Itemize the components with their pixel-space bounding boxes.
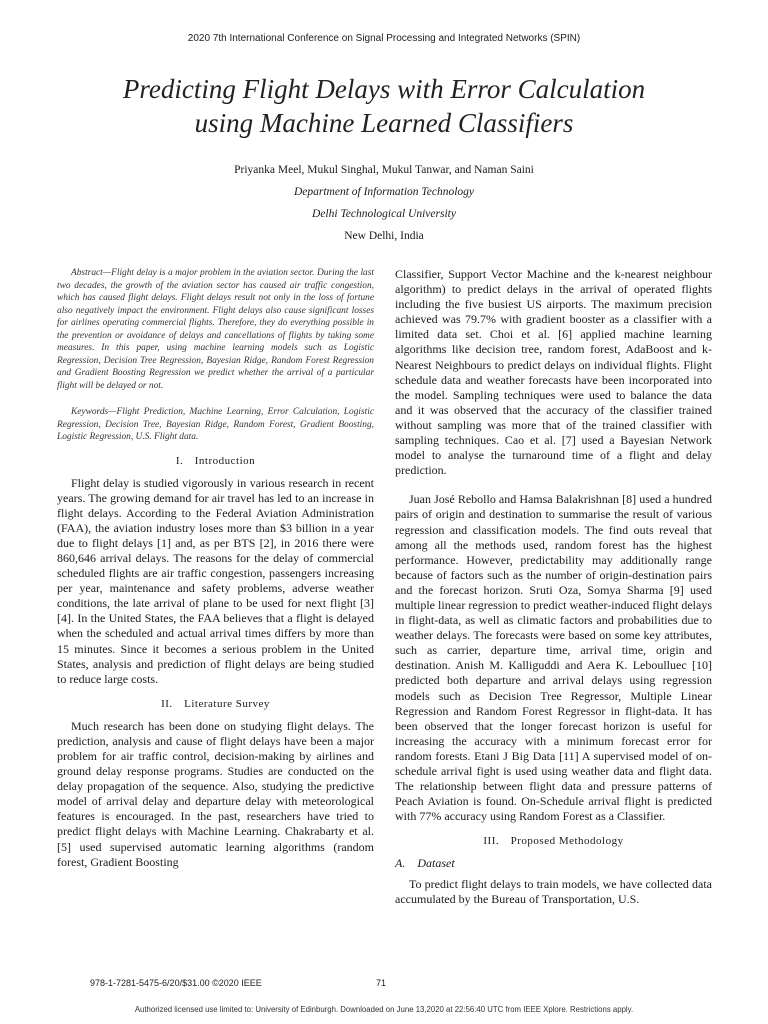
subsection-title: Dataset xyxy=(417,856,455,871)
keywords xyxy=(57,406,374,444)
subsection-number: A. xyxy=(395,856,406,871)
author-names: Priyanka Meel, Mukul Singhal, Mukul Tanwar, and Naman Saini xyxy=(234,164,534,176)
section-heading-proposed-methodology: III. Proposed Methodology xyxy=(483,835,624,848)
department: Department of Information Technology xyxy=(293,186,475,198)
dataset-paragraph: To predict flight delays to train models, we have collected data accumulated by the Bureau of Transportation, U.S. xyxy=(395,877,712,907)
paper-title-line-2: using Machine Learned Classifiers xyxy=(194,108,574,138)
university: Delhi Technological University xyxy=(312,208,456,220)
author-block xyxy=(0,159,768,247)
license-notice: Authorized licensed use limited to: University of Edinburgh. Downloaded on June 13,2020 at 22:56:40 UTC from IEEE Xplore. Restrictions apply. xyxy=(134,1005,634,1014)
keywords-text: Flight Prediction, Machine Learning, Error Calculation, Logistic Regression, Decision Tree, Bayesian Ridge, Random Forest, Gradient Boosting, Logistic Regression, U.S. Flight data. xyxy=(57,407,374,442)
literature-paragraph-1: Much research has been done on studying flight delays. The prediction, analysis and cause of flight delays have been a major problem for air traffic control, decision-making by airlines and ground delay response programs. Studies are conducted on the delay propagation of the sequence. Also, studying the predictive model of arrival delay and departure delay with meteorological features is encouraged. In the past, researchers have tried to predict flight delays with Machine Learning. Chakrabarty et al. [5] used supervised automatic learning algorithms (random forest, Gradient Boosting xyxy=(57,718,374,869)
left-column xyxy=(57,267,374,870)
section-heading-introduction: I. Introduction xyxy=(175,454,256,467)
abstract-text: Flight delay is a major problem in the aviation sector. During the last two decades, the growth of the aviation sector has caused air traffic congestion, which has caused flight delays. Flight delays result not only in the loss of fortune also negatively impact the environment. Flight delays also cause significant losses for airlines operating commercial flights. Therefore, they do everything possible in the prevention or avoidance of delays and cancellations of flights by taking some measures. In this paper, using machine learning models such as Logistic Regression, Decision Tree Regression, Bayesian Ridge, Random Forest Regression and Gradient Boosting Regression we predict whether the arrival of a particular flight will be delayed or not. xyxy=(57,268,374,391)
introduction-paragraph: Flight delay is studied vigorously in various research in recent years. The growing demand for air travel has led to an increase in flight delays. According to the Federal Aviation Administration (FAA), the aviation industry loses more than $3 billion in a year due to flight delays [1] and, as per BTS [2], in 2016 there were 860,646 arrival delays. The reasons for the delay of commercial scheduled flights are air traffic congestion, passengers increasing per year, maintenance and safety problems, adverse weather conditions, the late arrival of plane to be used for next flight [3] [4]. In the United States, the FAA believes that a flight is delayed when the scheduled and actual arrival times differs by more than 15 minutes. Since it becomes a serious problem in the United States, analysis and prediction of flight delays are being studied to reduce large costs. xyxy=(57,475,374,686)
footer-copyright: 978-1-7281-5475-6/20/$31.00 ©2020 IEEE xyxy=(90,978,262,988)
keywords-label: Keywords— xyxy=(71,407,117,417)
paper-title xyxy=(40,72,728,140)
literature-paragraph-2: Juan José Rebollo and Hamsa Balakrishnan [8] used a hundred pairs of origin and destination to summarise the result of various regression and classification models. The find outs reveal that among all the methods used, random forest has the highest performance. However, predictability may additionally range because of factors such as the number of origin-destination pairs and the forecast horizon. Sruti Oza, Somya Sharma [9] used multiple linear regression to predict weather-induced flight delays in flight-data, as well as climatic factors and probabilities due to weather delays. The forecasts were based on some key attributes, such as carrier, departure time, arrival time, origin and destination. Anish M. Kalliguddi and Aera K. Leboulluec [10] predicted both departure and arrival delays using regression models such as Decision Tree Regressor, Multiple Linear Regression and Random Forest Regressor in flight-data. It has been observed that the longer forecast horizon is useful for increasing the accuracy with a minimum forecast error for random forests. Etani J Big Data [11] A supervised model of on-schedule arrival fight is used using weather data and flight data. The relationship between flight data and pressure patterns of Peach Aviation is found. On-Schedule arrival flight is predicted with 77% accuracy using Random Forest as a Classifier. xyxy=(395,492,712,824)
abstract xyxy=(57,267,374,392)
location: New Delhi, India xyxy=(344,230,424,242)
paper-title-line-1: Predicting Flight Delays with Error Calculation xyxy=(122,74,646,104)
conference-header: 2020 7th International Conference on Signal Processing and Integrated Networks (SPIN) xyxy=(187,33,581,44)
page-number: 71 xyxy=(376,978,387,988)
section-heading-literature-survey: II. Literature Survey xyxy=(161,697,270,710)
subsection-heading-dataset xyxy=(395,856,712,871)
abstract-label: Abstract— xyxy=(71,268,112,278)
right-column xyxy=(395,267,712,908)
literature-paragraph-1-continued: Classifier, Support Vector Machine and the k-nearest neighbour algorithm) to predict delays in the arrival of operated flights including the five busiest US airports. The maximum precision achieved was 79.7% with gradient booster as a classifier with a limited data set. Choi et al. [6] applied machine learning algorithms like decision tree, random forest, AdaBoost and k-Nearest Neighbours to predict delays on individual flights. Flight schedule data and weather forecasts have been incorporated into the model. Sampling techniques were used to balance the data and it was observed that the accuracy of the classifier trained without sampling was more that of the trained classifier with sampling techniques. Cao et al. [7] used a Bayesian Network model to analyse the turnaround time of a flight and delay prediction. xyxy=(395,267,712,478)
